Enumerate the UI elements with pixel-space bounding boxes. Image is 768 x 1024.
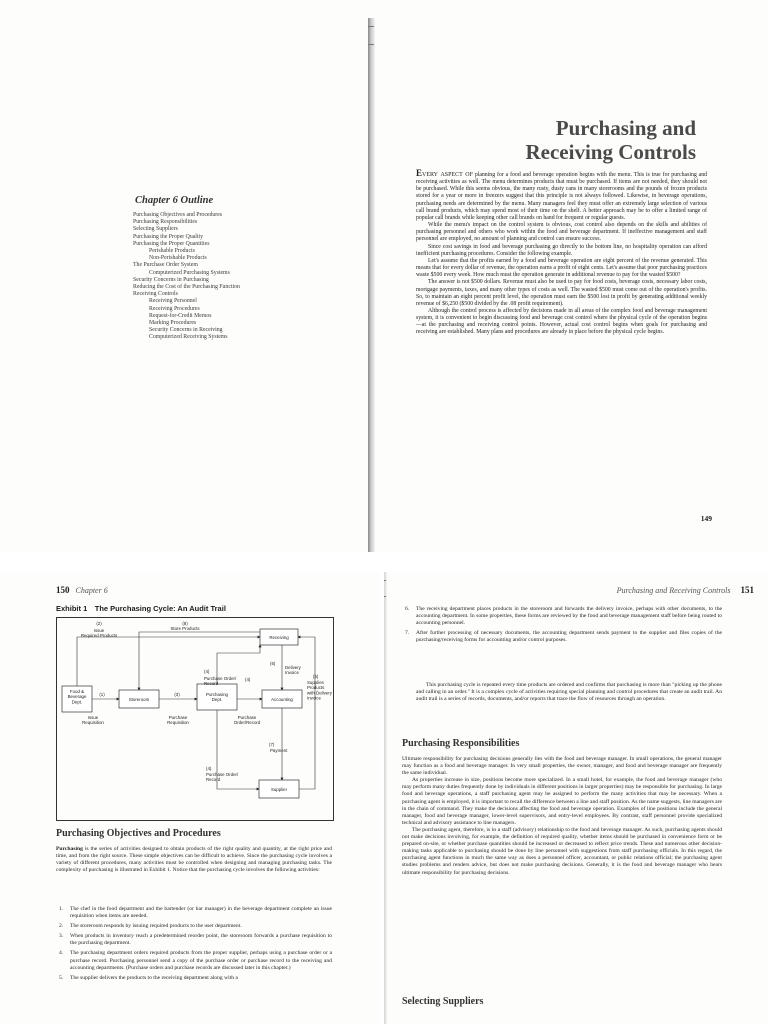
list-item bbox=[56, 906, 332, 920]
diagram-label-issue-requisition: Issue bbox=[87, 715, 99, 720]
exhibit-title: The Purchasing Cycle: An Audit Trail bbox=[94, 604, 226, 613]
chapter-outline bbox=[133, 212, 333, 342]
page-number: 151 bbox=[740, 585, 754, 595]
outline-item: Computerized Receiving Systems bbox=[149, 334, 228, 341]
arrow-supplies bbox=[298, 637, 315, 789]
diagram-label-purchasing-dept: Dept. bbox=[211, 697, 223, 703]
outline-item: Receiving Controls bbox=[133, 291, 178, 298]
body-paragraph: While the menu's impact on the control system is obvious, cost control also depends on the skills and abilities of purchasing personnel and others who work within the food and beverage department. If ineffective management and staff personnel are employed, no amount of planning and control can ensure success. bbox=[416, 222, 707, 243]
list-item bbox=[56, 933, 332, 947]
diagram-label-supplies-products: with Delivery bbox=[307, 690, 332, 696]
diagram-label-n7: (7) bbox=[269, 742, 275, 747]
diagram-label-issue-required-products: Required Products bbox=[80, 633, 118, 639]
outline-item: Request-for-Credit Memos bbox=[149, 312, 212, 319]
body-paragraph: Since cost savings in food and beverage purchasing go directly to the bottom line, no hospitality operation can afford inefficient purchasing procedures. Consider the following example. bbox=[416, 243, 707, 257]
purchasing-term: Purchasing bbox=[56, 846, 83, 852]
running-header bbox=[617, 585, 754, 595]
diagram-label-purchase-order-record-mid: Purchase bbox=[237, 715, 257, 720]
purchasing-activities-list-continued bbox=[402, 606, 722, 647]
page-header-left bbox=[56, 585, 108, 595]
diagram-label-issue-requisition: Requisition bbox=[82, 720, 104, 726]
body-paragraph: Although the control process is affected by decisions made in all areas of the complex food and beverage management system, it is convenient to begin discussing food and beverage cost control where the physical cycle of the operation begins—at the purchasing and receiving control points. However, actual cost control begins when goals for purchasing and receiving are established. Many plans and procedures are already in place before the physical cycle begins. bbox=[416, 307, 707, 336]
list-item-text: After further processing of necessary documents, the accounting department sends payment to the supplier and files copies of the purchasing/receiving forms for accounting and/or control purposes. bbox=[416, 630, 722, 644]
list-item-number: 7. bbox=[405, 630, 410, 637]
purchasing-intro-rest: is the series of activities designed to obtain products of the right quality and quantity, at the right price and time, and from the right source. These simple objectives can be difficult to achieve. Since the purchasing cycle involves a variety of different procedures, many activities must be controlled when designing and managing purchasing tasks. The complexity of purchasing is illustrated in Exhibit 1. Notice that the purchasing cycle involves the following activities: bbox=[56, 846, 332, 874]
diagram-label-delivery-invoice: Delivery bbox=[285, 665, 301, 670]
list-item-number: 6. bbox=[405, 606, 410, 612]
list-item-number: 5. bbox=[59, 974, 64, 981]
list-item bbox=[56, 923, 332, 930]
body-paragraph: Let's assume that the profits earned by a food and beverage operation are eight percent of the revenue generated. This means that for every dollar of revenue, the operation earns a profit of eight cents. Let's assume that poor purchasing practices waste $500 every week. How much must the operation generate in additional revenue to pay for the wasted $500? bbox=[416, 257, 707, 279]
page-gutter-shadow-lower bbox=[384, 572, 387, 1024]
exhibit-label: Exhibit 1 bbox=[56, 604, 88, 613]
chapter-title bbox=[525, 116, 696, 164]
diagram-label-food-beverage-dept: Food & bbox=[69, 689, 85, 694]
list-item-text: The supplier delivers the products to the receiving department along with a bbox=[70, 974, 238, 981]
diagram-label-n6: (6) bbox=[270, 661, 276, 666]
diagram-label-n4a: (4) bbox=[204, 669, 210, 674]
diagram-label-n1: (1) bbox=[99, 692, 105, 697]
outline-item: Reducing the Cost of the Purchasing Function bbox=[133, 284, 240, 291]
outline-item: Computerized Purchasing Systems bbox=[149, 269, 230, 276]
outline-item: Security Concerns in Receiving bbox=[149, 327, 223, 334]
page-separator bbox=[0, 552, 768, 572]
diagram-label-n2: (2) bbox=[96, 621, 102, 626]
page-151 bbox=[384, 572, 768, 1024]
diagram-label-purchasing-dept: Purchasing bbox=[206, 692, 228, 697]
diagram-label-receiving: Receiving bbox=[269, 635, 289, 640]
chapter-label: Chapter 6 bbox=[75, 586, 108, 595]
outline-item: Marking Procedures bbox=[149, 320, 197, 327]
page-gutter-shadow bbox=[368, 18, 375, 552]
section-title-purchasing-objectives: Purchasing Objectives and Procedures bbox=[56, 828, 221, 839]
diagram-label-purchase-order-record-top: Purchase Order/ bbox=[204, 676, 237, 681]
arrow-store-products bbox=[139, 632, 260, 690]
diagram-label-purchase-order-record-top: Record bbox=[204, 681, 219, 687]
page-number: 149 bbox=[700, 514, 712, 523]
running-title: Purchasing and Receiving Controls bbox=[616, 586, 731, 595]
diagram-label-purchase-requisition: Requisition bbox=[167, 720, 189, 726]
list-item-text: When products in inventory reach a predetermined reorder point, the storeroom forwards a purchase requisition to the purchasing department. bbox=[70, 933, 332, 947]
outline-item: Perishable Products bbox=[149, 248, 195, 255]
diagram-label-n8: (8) bbox=[182, 621, 188, 626]
diagram-label-purchase-order-record-bottom: Record bbox=[206, 777, 221, 783]
diagram-label-supplies-products: Invoice bbox=[307, 695, 321, 701]
diagram-label-food-beverage-dept: Dept. bbox=[71, 699, 83, 705]
list-item-number: 2. bbox=[59, 923, 64, 930]
audit-trail-text bbox=[416, 682, 722, 703]
diagram-label-storeroom: Storeroom bbox=[128, 697, 150, 702]
chapter-title-line1: Purchasing and bbox=[555, 116, 696, 140]
body-paragraph: The answer is not $500 dollars. Revenue must also be used to pay for food costs, beverage costs, necessary labor costs, mortgage payments, taxes, and many other types of costs as well. The wasted $500 must come out of the operation's profits. So, to maintain an eight percent profit level, the operation must earn the $500 lost in profit by generating additional weekly revenue of $6,250 ($500 divided by the .08 profit requirement). bbox=[416, 279, 707, 307]
page-number: 150 bbox=[56, 585, 70, 595]
purchasing-intro-paragraph bbox=[56, 846, 332, 874]
diagram-label-accounting: Accounting bbox=[271, 697, 293, 702]
diagram-label-store-products: Store Products bbox=[170, 626, 200, 631]
body-paragraphs bbox=[416, 222, 707, 337]
outline-item: Security Concerns in Purchasing bbox=[133, 276, 209, 283]
diagram-label-issue-required-products: Issue bbox=[93, 628, 105, 633]
purchasing-activities-list bbox=[56, 906, 332, 985]
diagram-label-purchase-order-record-mid: Order/Record bbox=[233, 720, 261, 726]
outline-item: Purchasing Objectives and Procedures bbox=[133, 212, 223, 218]
list-item-number: 4. bbox=[59, 950, 64, 957]
list-item-text: The receiving department places products in the storeroom and forwards the delivery invoice, perhaps with other documents, to the accounting department. In some properties, these forms are reviewed by the food and beverage management staff before being routed to accounting personnel. bbox=[416, 606, 722, 627]
responsibilities-paragraph: Ultimate responsibility for purchasing decisions generally lies with the food and beverage manager. In small operations, the general manager may function as a food and beverage manager. In very small properties, the owner, manager, and food and beverage manager are frequently the same individual. bbox=[402, 756, 722, 777]
dropcap: E bbox=[416, 168, 423, 178]
exhibit-caption bbox=[56, 604, 226, 613]
diagram-label-n5: (5) bbox=[313, 674, 319, 679]
diagram-label-supplies-products: Supplies bbox=[307, 680, 324, 685]
page-150 bbox=[0, 572, 380, 1024]
diagram-label-delivery-invoice: Invoice bbox=[285, 670, 299, 676]
list-item bbox=[402, 630, 722, 644]
outline-title: Chapter 6 Outline bbox=[135, 195, 214, 206]
lead-smallcaps: very aspect of bbox=[422, 169, 473, 178]
diagram-label-supplier: Supplier bbox=[270, 787, 288, 792]
responsibilities-paragraph: As properties increase in size, positions become more specialized. In a small hotel, for example, the food and beverage manager (who may perform many duties frequently done by individuals in different positions in larger properties) may be responsible for purchasing. In large food and beverage operations, a staff purchasing agent may be assigned to perform the many activities that may be necessary. When a purchasing agent is employed, it is important to recall the difference between a line and staff position. As the name suggests, line managers are in the chain of command. They make the decisions affecting the food and beverage operation. Examples of line positions include the general manager, food and beverage manager, lower-level supervisors, and entry-level employees. By contrast, staff personnel provide specialized technical and advisory assistance to line managers. bbox=[402, 777, 722, 826]
purchasing-cycle-diagram bbox=[56, 617, 334, 821]
diagram-label-n4c: (4) bbox=[206, 766, 212, 771]
chapter-title-line2: Receiving Controls bbox=[525, 140, 696, 164]
diagram-label-payment: Payment bbox=[270, 748, 288, 753]
intro-text bbox=[416, 170, 707, 337]
diagram-svg bbox=[57, 618, 333, 820]
diagram-label-n4b: (4) bbox=[245, 677, 251, 682]
section-title-purchasing-responsibilities: Purchasing Responsibilities bbox=[402, 738, 520, 749]
list-item-text: The chef in the food department and the bartender (or bar manager) in the beverage department complete an issue requisition when items are needed. bbox=[70, 906, 332, 920]
audit-trail-paragraph: This purchasing cycle is repeated every time products are ordered and confirms that purchasing is more than "picking up the phone and calling in an order." It is a complex cycle of activities requiring special planning and control procedures that create an audit trail. An audit trail is a series of records, documents, and/or reports that trace the flow of resources through an operation. bbox=[416, 682, 722, 703]
purchasing-intro bbox=[56, 846, 332, 874]
outline-item: Purchasing the Proper Quality bbox=[133, 233, 204, 240]
diagram-label-supplies-products: Products bbox=[307, 685, 325, 691]
outline-item: Receiving Procedures bbox=[149, 305, 200, 312]
diagram-label-purchase-requisition: Purchase bbox=[168, 715, 188, 720]
section-title-selecting-suppliers: Selecting Suppliers bbox=[402, 996, 484, 1007]
outline-item: Purchasing the Proper Quantities bbox=[133, 240, 210, 247]
outline-item: Non-Perishable Products bbox=[149, 255, 207, 262]
list-item bbox=[402, 606, 722, 627]
list-item-text: The purchasing department orders required products from the proper supplier, perhaps using a purchase order or a purchase record. Purchasing personnel send a copy of the purchase order or purchase record to the receiving and accounting departments. (Purchase orders and purchase records are discussed later in this chapter.) bbox=[70, 950, 332, 971]
outline-item: Receiving Personnel bbox=[149, 298, 197, 305]
list-item-number: 1. bbox=[59, 906, 64, 912]
diagram-label-n3: (3) bbox=[174, 692, 180, 697]
list-item bbox=[56, 950, 332, 971]
list-item-text: The storeroom responds by issuing required products to the user department. bbox=[70, 923, 242, 930]
outline-item: Selecting Suppliers bbox=[133, 226, 178, 233]
list-item-number: 3. bbox=[59, 933, 64, 940]
responsibilities-text bbox=[402, 756, 722, 877]
list-item bbox=[56, 975, 332, 982]
outline-item: Purchasing Responsibilities bbox=[133, 219, 198, 226]
responsibilities-paragraph: The purchasing agent, therefore, is in a staff (advisory) relationship to the food and beverage manager. As such, purchasing agents should not make decisions involving, for example, the definition of required quality, whether items should be purchased in convenience form or be prepared on-site, or whether purchase quantities should be increased or decreased to reflect price trends. These and numerous other decision-making tasks applicable to purchasing should be done by line personnel with suggestions from staff purchasing officials. In this regard, the purchasing agent functions in much the same way as does a personnel officer, accountant, or public relations official; the purchasing agent studies problems and renders advice, but does not make purchasing decisions. Generally, it is the food and beverage manager who bears ultimate responsibility for purchasing decisions. bbox=[402, 826, 722, 876]
diagram-label-purchase-order-record-bottom: Purchase Order/ bbox=[206, 772, 239, 777]
outline-item: The Purchase Order System bbox=[133, 262, 198, 269]
intro-paragraph-rest: planning for a food and beverage operation begins with the menu. This is true for purchasing and receiving activities as well. The menu determines products that must be purchased. If items are not needed, they should not be purchased. While this seems obvious, the many rusty, dusty cans in many storerooms and the pounds of frozen products stored for a year or more in freezers suggest that this principle is not always followed. Likewise, in beverage operations, purchasing needs are determined by the menu. Many managers feel they must offer an extremely large selection of various call brand products, which may spend most of their time on the shelf. A better approach may be to offer a limited range of popular call brands while keeping other call brands on hand for frequent or regular guests. bbox=[416, 172, 707, 221]
diagram-label-food-beverage-dept: Beverage bbox=[67, 694, 87, 700]
intro-paragraph bbox=[416, 170, 707, 222]
